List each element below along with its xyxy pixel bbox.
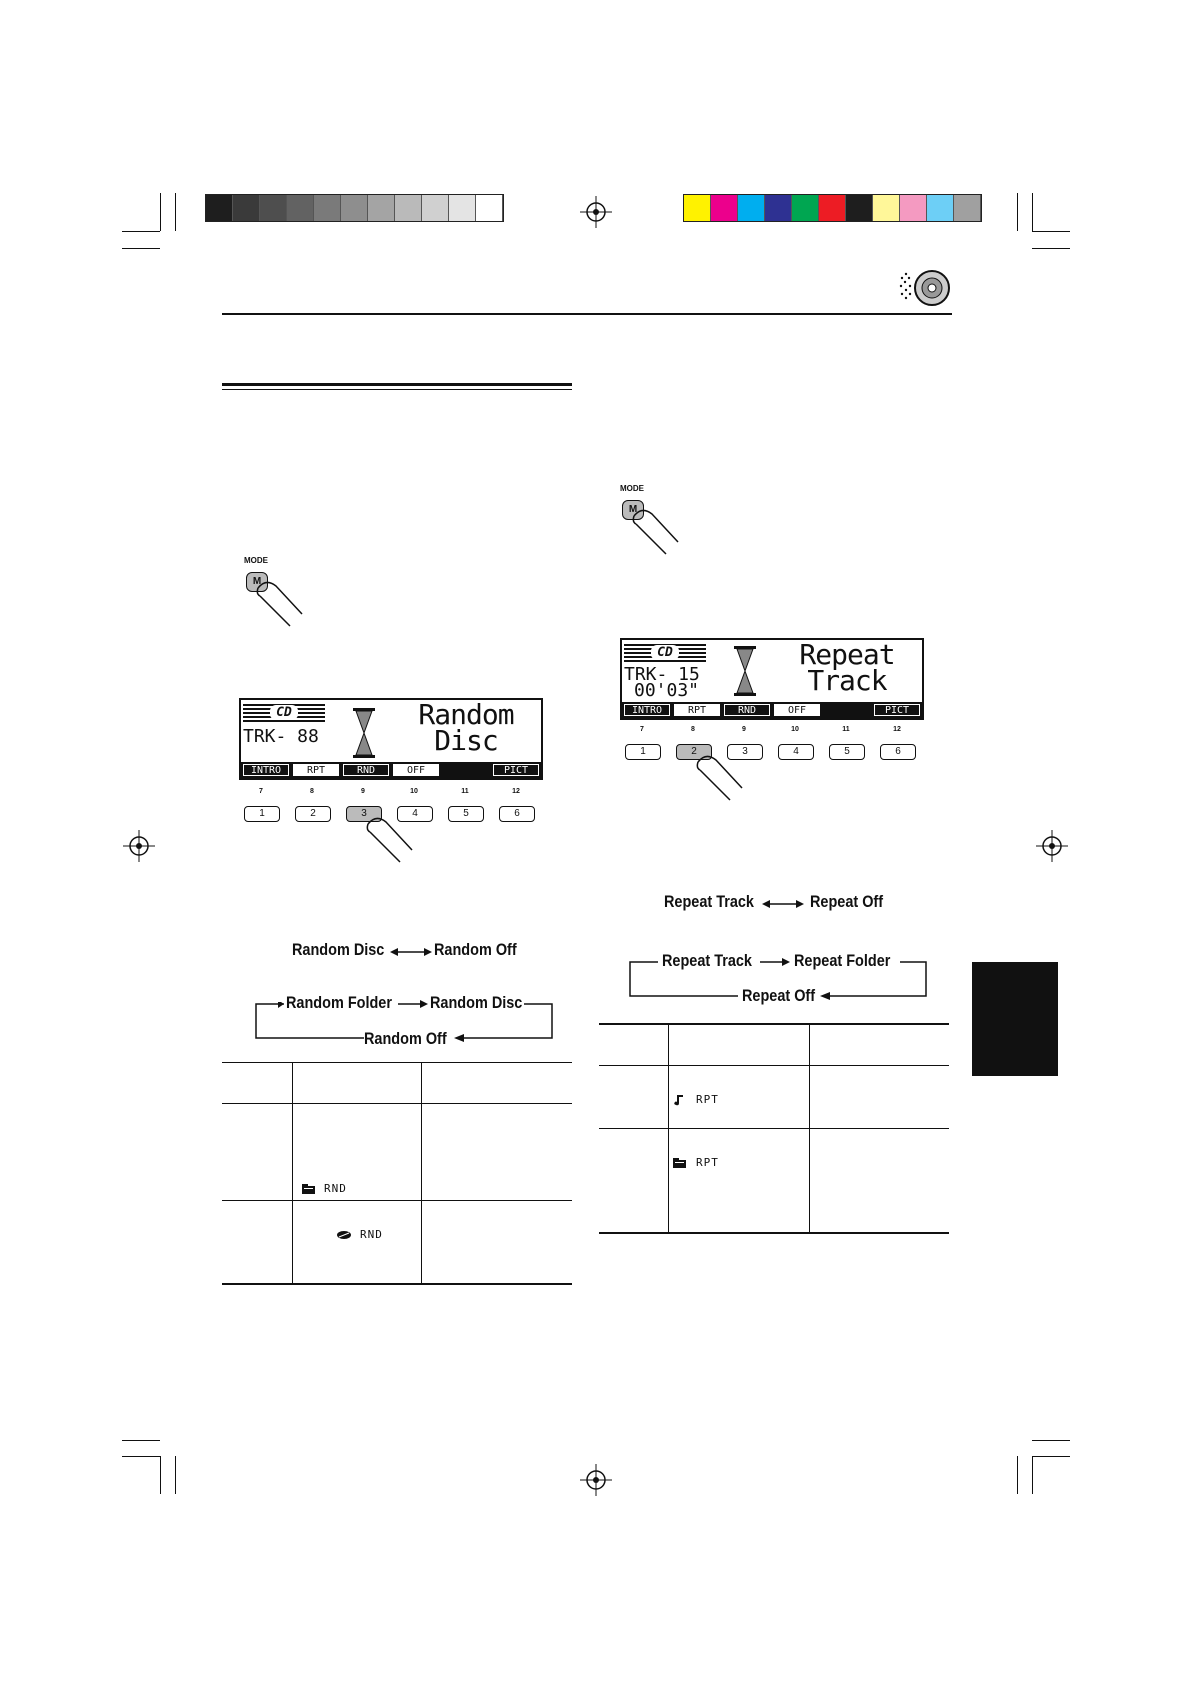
soft-key-rpt: RPT [674,704,720,716]
finger-pressing-icon [256,578,306,628]
soft-key-rnd: RND [724,704,770,716]
preset-button-6[interactable]: 6 [880,744,916,760]
registration-swatch [765,195,792,221]
crop-mark [175,1456,176,1494]
track-readout: TRK- 88 [243,726,319,747]
flow-repeat-off-2: Repeat Off [742,986,816,1005]
crop-mark [1032,1456,1070,1457]
section-heading-rule [222,383,572,386]
registration-swatch [260,195,287,221]
rnd-indicator: RND [360,1228,383,1241]
registration-swatch [476,195,503,221]
flow-loop-lines [254,1002,556,1042]
mode-text-line2: Disc [434,724,498,757]
finger-pressing-icon [696,752,746,802]
rnd-indicator: RND [324,1182,347,1195]
double-arrow-icon [762,898,804,910]
soft-key-off: OFF [774,704,820,716]
registration-swatch [422,195,449,221]
registration-target-icon [580,1464,612,1496]
preset-number-label: 12 [893,726,901,733]
double-arrow-icon [390,946,432,958]
cd-logo: CD [243,702,325,722]
preset-number-label: 9 [361,788,365,795]
mode-label: MODE [244,556,268,565]
registration-target-icon [123,830,155,862]
soft-key-pict: PICT [493,764,539,776]
soft-key-bar [622,702,922,718]
mode-label: MODE [620,484,644,493]
registration-swatch [846,195,873,221]
rpt-indicator: RPT [696,1156,719,1169]
lcd-display [620,638,924,720]
crop-mark [160,1456,161,1494]
preset-number-label: 12 [512,788,520,795]
section-side-tab [972,962,1058,1076]
music-note-icon [673,1094,685,1106]
flow-repeat-folder: Repeat Folder [794,951,891,970]
crop-mark [1032,1440,1070,1441]
flow-repeat-off: Repeat Off [810,892,884,911]
registration-swatch [449,195,476,221]
registration-swatch [927,195,954,221]
soft-key-pict: PICT [874,704,920,716]
soft-key-blank [824,704,870,716]
hourglass-icon [734,646,756,696]
cd-logo: CD [624,642,706,662]
registration-swatch [287,195,314,221]
registration-target-icon [1036,830,1068,862]
soft-key-rnd: RND [343,764,389,776]
preset-button-3[interactable]: 3 [727,744,763,760]
table-rule [421,1062,422,1283]
preset-number-label: 7 [259,788,263,795]
registration-swatch [819,195,846,221]
flow-random-off-2: Random Off [364,1029,447,1048]
table-rule [222,1200,572,1201]
flow-repeat-track-2: Repeat Track [662,951,752,970]
preset-number-label: 11 [461,788,469,795]
preset-button-4[interactable]: 4 [778,744,814,760]
preset-number-label: 11 [842,726,850,733]
header-rule [222,313,952,315]
soft-key-intro: INTRO [624,704,670,716]
preset-number-label: 10 [791,726,799,733]
preset-number-label: 9 [742,726,746,733]
registration-swatch [233,195,260,221]
registration-swatch [792,195,819,221]
crop-mark [1017,193,1018,231]
crop-mark [175,193,176,231]
crop-mark [122,1440,160,1441]
crop-mark [1017,1456,1018,1494]
folder-icon [302,1184,316,1194]
registration-swatch [341,195,368,221]
table-rule [599,1232,949,1234]
preset-button-5[interactable]: 5 [448,806,484,822]
table-rule [292,1062,293,1283]
registration-target-icon [580,196,612,228]
table-rule [222,1062,572,1063]
registration-swatch [873,195,900,221]
registration-swatch [711,195,738,221]
mode-button[interactable]: M [622,500,644,520]
preset-button-3[interactable]: 3 [346,806,382,822]
mode-button[interactable]: M [246,572,268,592]
table-rule [599,1128,949,1129]
flow-random-folder: Random Folder [286,993,392,1012]
preset-number-label: 7 [640,726,644,733]
preset-button-5[interactable]: 5 [829,744,865,760]
mode-text-line1: Random [418,698,514,731]
registration-swatch [368,195,395,221]
folder-icon [673,1158,687,1168]
crop-mark [1032,1456,1033,1494]
preset-button-2[interactable]: 2 [295,806,331,822]
preset-button-2[interactable]: 2 [676,744,712,760]
cd-disc-icon [898,268,952,308]
flow-random-disc: Random Disc [292,940,385,959]
preset-button-1[interactable]: 1 [244,806,280,822]
flow-loop-lines [628,960,930,1000]
table-rule [668,1023,669,1232]
registration-swatch [954,195,981,221]
table-rule [222,1283,572,1285]
table-rule [599,1065,949,1066]
registration-swatch [314,195,341,221]
hourglass-icon [353,708,375,758]
track-readout: TRK- 15 [624,664,700,685]
crop-mark [160,193,161,231]
crop-mark [122,1456,160,1457]
preset-button-1[interactable]: 1 [625,744,661,760]
crop-mark [1032,231,1070,232]
registration-swatch [738,195,765,221]
rpt-indicator: RPT [696,1093,719,1106]
preset-number-label: 8 [691,726,695,733]
registration-swatch [395,195,422,221]
flow-repeat-track: Repeat Track [664,892,754,911]
crop-mark [122,248,160,249]
table-rule [809,1023,810,1232]
mode-text-line2: Track [807,664,887,697]
soft-key-blank [443,764,489,776]
registration-swatch [206,195,233,221]
color-registration-strip [683,194,982,222]
crop-mark [1032,248,1070,249]
registration-swatch [900,195,927,221]
soft-key-bar [241,762,541,778]
flow-random-disc-2: Random Disc [430,993,523,1012]
lcd-display [239,698,543,780]
soft-key-rpt: RPT [293,764,339,776]
disc-icon [336,1230,352,1240]
time-readout: 00'03" [634,680,700,701]
preset-number-label: 10 [410,788,418,795]
flow-random-off: Random Off [434,940,517,959]
finger-pressing-icon [366,814,416,864]
preset-button-6[interactable]: 6 [499,806,535,822]
preset-button-4[interactable]: 4 [397,806,433,822]
crop-mark [1032,193,1033,231]
table-rule [599,1023,949,1025]
finger-pressing-icon [632,506,682,556]
registration-swatch [684,195,711,221]
crop-mark [122,231,160,232]
grayscale-registration-strip [205,194,504,222]
soft-key-intro: INTRO [243,764,289,776]
soft-key-off: OFF [393,764,439,776]
section-heading-rule [222,389,572,390]
preset-number-label: 8 [310,788,314,795]
mode-text-line1: Repeat [799,638,895,671]
table-rule [222,1103,572,1104]
